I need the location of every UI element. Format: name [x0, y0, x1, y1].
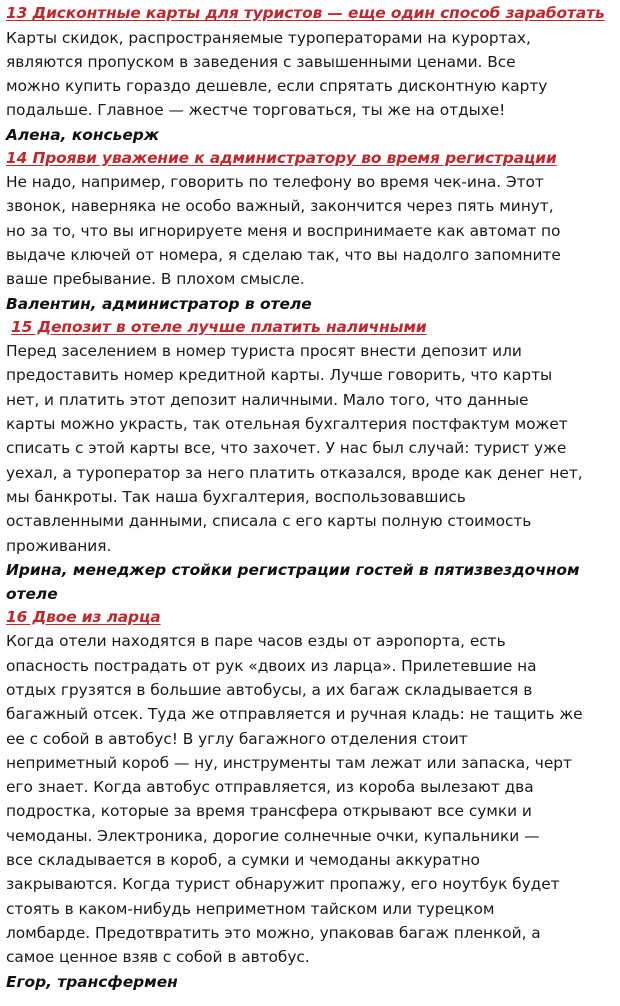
body-line: карты можно украсть, так отельная бухгалтерия постфактум может [6, 415, 568, 434]
body-line: подростка, которые за время трансфера открывают все сумки и [6, 802, 532, 821]
body-line: ваше пребывание. В плохом смысле. [6, 270, 305, 289]
tip-heading: 13 Дисконтные карты для туристов — еще один способ заработать [6, 4, 605, 22]
body-line: выдаче ключей от номера, я сделаю так, что вы надолго запомните [6, 246, 561, 265]
tip-section-15 [6, 316, 612, 606]
body-line: нет, и платить этот депозит наличными. Мало того, что данные [6, 390, 529, 409]
tip-section-16 [6, 606, 612, 994]
tip-author: отеле [6, 584, 58, 603]
body-line: ее с собой в автобус! В углу багажного отделения стоит [6, 729, 468, 748]
body-line: ломбарде. Предотвратить это можно, упаковав багаж пленкой, а [6, 923, 541, 942]
tip-heading: 16 Двое из ларца [6, 607, 161, 626]
body-line: оставленными данными, списала с его карты полную стоимость [6, 512, 532, 531]
tip-author: Егор, трансфермен [6, 972, 178, 991]
body-line: но за то, что вы игнорируете меня и воспринимаете как автомат по [6, 221, 561, 240]
tip-section-13 [6, 2, 612, 147]
tip-author: Алена, консьерж [6, 125, 160, 144]
body-line: стоять в каком-нибудь неприметном тайском или турецком [6, 899, 495, 918]
body-line: опасность пострадать от рук «двоих из ларца». Прилетевшие на [6, 656, 537, 675]
tip-body [6, 26, 612, 123]
tip-heading: 15 Депозит в отеле лучше платить наличными [11, 317, 427, 336]
body-line: Когда отели находятся в паре часов езды от аэропорта, есть [6, 632, 506, 651]
body-line: неприметный короб — ну, инструменты там лежат или запаска, черт [6, 753, 572, 772]
body-line: Карты скидок, распространяемые туроператорами на курортах, [6, 28, 531, 47]
body-line: багажный отсек. Туда же отправляется и ручная кладь: не тащить же [6, 705, 583, 724]
tip-body [6, 629, 612, 969]
tip-body [6, 170, 612, 291]
body-line: подальше. Главное — жестче торговаться, ты же на отдыхе! [6, 101, 506, 120]
body-line: его знает. Когда автобус отправляется, из короба вылезают два [6, 778, 534, 797]
body-line: мы банкроты. Так наша бухгалтерия, воспользовавшись [6, 487, 466, 506]
body-line: все складывается в короб, а сумки и чемоданы аккуратно [6, 851, 480, 870]
body-line: уехал, а туроператор за него платить отказался, вроде как денег нет, [6, 463, 583, 482]
tip-author: Валентин, администратор в отеле [6, 294, 312, 313]
tip-section-14 [6, 147, 612, 316]
body-line: звонок, наверняка не особо важный, закончится через пять минут, [6, 197, 554, 216]
tip-body [6, 339, 612, 558]
body-line: самое ценное взяв с собой в автобус. [6, 948, 310, 967]
body-line: являются пропуском в заведения с завышенными ценами. Все [6, 52, 516, 71]
body-line: списать с этой карты все, что захочет. У нас был случай: турист уже [6, 439, 567, 458]
body-line: предоставить номер кредитной карты. Лучше говорить, что карты [6, 366, 553, 385]
body-line: чемоданы. Электроника, дорогие солнечные очки, купальники — [6, 826, 540, 845]
body-line: Не надо, например, говорить по телефону во время чек-ина. Этот [6, 173, 544, 192]
tip-author: Ирина, менеджер стойки регистрации гостей в пятизвездочном [6, 560, 580, 579]
body-line: Перед заселением в номер туриста просят внести депозит или [6, 342, 522, 361]
tip-heading: 14 Прояви уважение к администратору во время регистрации [6, 148, 557, 167]
article-page [6, 2, 612, 994]
body-line: отдых грузятся в большие автобусы, а их багаж складывается в [6, 680, 533, 699]
body-line: можно купить гораздо дешевле, если спрятать дисконтную карту [6, 77, 548, 96]
body-line: проживания. [6, 536, 112, 555]
body-line: закрываются. Когда турист обнаружит пропажу, его ноутбук будет [6, 875, 560, 894]
